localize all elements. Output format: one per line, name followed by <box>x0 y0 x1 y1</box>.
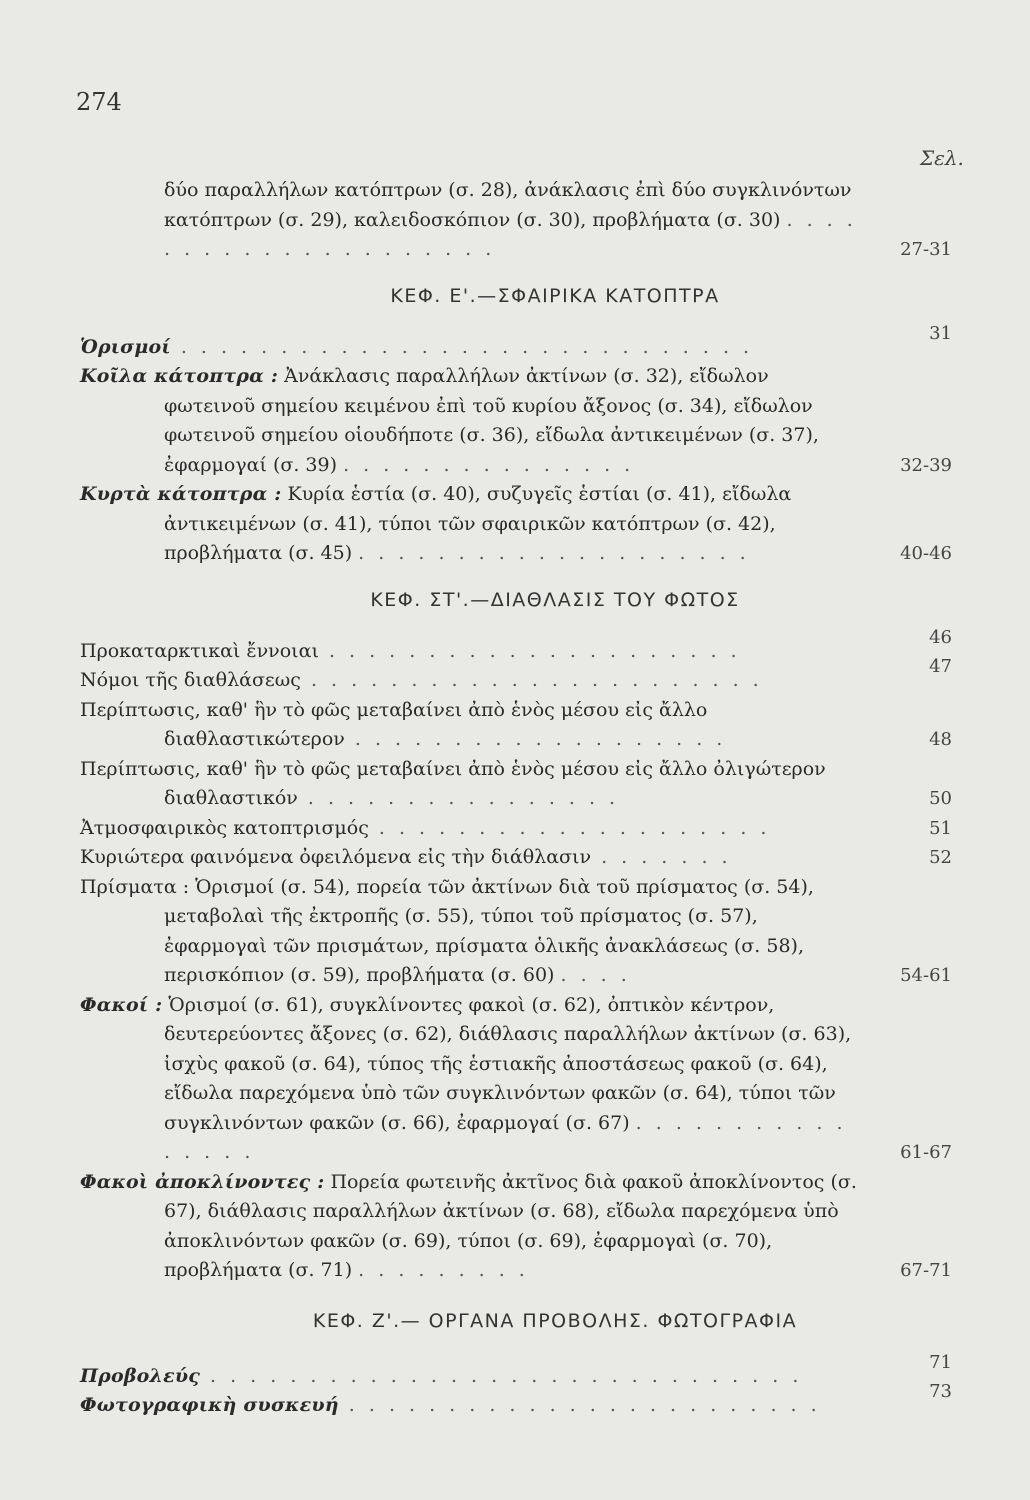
entry-head: Ἀτμοσφαιρικὸς κατοπτρισμός <box>80 816 369 839</box>
entry-text: Πορεία φωτεινῆς ἀκτῖνος διὰ φακοῦ ἀποκλίνοντος (σ. 67), διάθλασις παραλλήλων ἀκτίνων (σ. 68), εἴδωλα παρεχόμενα ὑπὸ ἀποκλινόντων φακῶν (σ. 69), τύποι (σ. 69), ἐφαρμογαὶ (σ. 70), προβλήματα (σ. 71) <box>164 1170 857 1281</box>
page-number: 274 <box>76 88 122 116</box>
toc-entry: Κυρτὰ κάτοπτρα : Κυρία ἑστία (σ. 40), συζυγεῖς ἑστίαι (σ. 41), εἴδωλα ἀντικειμένων (σ. 41), τύποι τῶν σφαιρικῶν κατόπτρων (σ. 42), προβλήματα (σ. 45) . . . . . . . . . . . . . . . . . . . . 40-46 <box>80 480 970 569</box>
toc-entry: Προβολεύς . . . . . . . . . . . . . . . . . . . . . . . . . . . . . . 71 <box>80 1362 970 1392</box>
toc-entry: Κυριώτερα φαινόμενα ὀφειλόμενα εἰς τὴν διάθλασιν . . . . . . . 52 <box>80 843 970 873</box>
entry-head: Πρίσματα : <box>80 875 190 898</box>
entry-text: Κυρία ἑστία (σ. 40), συζυγεῖς ἑστίαι (σ. 41), εἴδωλα ἀντικειμένων (σ. 41), τύποι τῶν σφαιρικῶν κατόπτρων (σ. 42), προβλήματα (σ. 45) <box>164 483 792 564</box>
entry-page: 50 <box>929 788 952 809</box>
entry-page: 71 <box>929 1351 952 1373</box>
table-of-contents <box>80 176 970 1421</box>
toc-entry: Περίπτωσις, καθ' ἣν τὸ φῶς μεταβαίνει ἀπὸ ἑνὸς μέσου εἰς ἄλλο ὀλιγώτερον διαθλαστικόν . . . . . . . . . . . . . . . . 50 <box>80 755 970 814</box>
entry-head: Κοῖλα κάτοπτρα : <box>80 365 279 387</box>
toc-entry: Κοῖλα κάτοπτρα : Ἀνάκλασις παραλλήλων ἀκτίνων (σ. 32), εἴδωλον φωτεινοῦ σημείου κειμένου ἐπὶ τοῦ κυρίου ἄξονος (σ. 34), εἴδωλον φωτεινοῦ σημείου οἱουδήποτε (σ. 36), εἴδωλα ἀντικειμένων (σ. 37), ἐφαρμογαί (σ. 39) . . . . . . . . . . . . . . . 32-39 <box>80 362 970 480</box>
entry-head: Φακοί : <box>80 993 163 1016</box>
toc-entry: Φακοί : Ὁρισμοί (σ. 61), συγκλίνοντες φακοὶ (σ. 62), ὀπτικὸν κέντρον, δευτερεύοντες ἄξονες (σ. 62), διάθλασις παραλλήλων ἀκτίνων (σ. 63), ἰσχὺς φακοῦ (σ. 64), τύπος τῆς ἑστιακῆς ἀποστάσεως φακοῦ (σ. 64), εἴδωλα παρεχόμενα ὑπὸ τῶν συγκλινόντων φακῶν (σ. 64), τύποι τῶν συγκλινόντων φακῶν (σ. 66), ἐφαρμογαί (σ. 67) . . . . . . . . . . . . . . . . 61-67 <box>80 991 970 1168</box>
entry-page: 48 <box>929 729 952 750</box>
entry-head: Κυριώτερα φαινόμενα ὀφειλόμενα εἰς τὴν διάθλασιν <box>80 846 592 868</box>
chapter-heading: ΚΕΦ. Ζ'.— ΟΡΓΑΝΑ ΠΡΟΒΟΛΗΣ. ΦΩΤΟΓΡΑΦΙΑ <box>312 1309 798 1332</box>
toc-entry: Πρίσματα : Ὁρισμοί (σ. 54), πορεία τῶν ἀκτίνων διὰ τοῦ πρίσματος (σ. 54), μεταβολαὶ τῆς ἐκτροπῆς (σ. 55), τύποι τοῦ πρίσματος (σ. 57), ἐφαρμογαὶ τῶν πρισμάτων, πρίσματα ὁλικῆς ἀνακλάσεως (σ. 58), περισκόπιον (σ. 59), προβλήματα (σ. 60) . . . . 54-61 <box>80 873 970 991</box>
entry-page: 67-71 <box>900 1260 952 1281</box>
entry-text: Ὁρισμοί (σ. 61), συγκλίνοντες φακοὶ (σ. 62), ὀπτικὸν κέντρον, δευτερεύοντες ἄξονες (σ. 62), διάθλασις παραλλήλων ἀκτίνων (σ. 63), ἰσχὺς φακοῦ (σ. 64), τύπος τῆς ἑστιακῆς ἀποστάσεως φακοῦ (σ. 64), εἴδωλα παρεχόμενα ὑπὸ τῶν συγκλινόντων φακῶν (σ. 64), τύποι τῶν συγκλινόντων φακῶν (σ. 66), ἐφαρμογαί (σ. 67) <box>164 993 852 1134</box>
entry-head: Κυρτὰ κάτοπτρα : <box>80 483 282 505</box>
page-column-header: Σελ. <box>920 146 964 170</box>
entry-page: 61-67 <box>900 1142 952 1163</box>
entry-page: 46 <box>929 626 952 648</box>
toc-entry: Προκαταρκτικαὶ ἔννοιαι . . . . . . . . . . . . . . . . . . . . . 46 <box>80 637 970 667</box>
entry-page: 54-61 <box>900 965 952 986</box>
entry-head: Προβολεύς <box>80 1364 200 1387</box>
entry-page: 27-31 <box>900 239 952 260</box>
entry-text: Ὁρισμοί (σ. 54), πορεία τῶν ἀκτίνων διὰ τοῦ πρίσματος (σ. 54), μεταβολαὶ τῆς ἐκτροπῆς (σ. 55), τύποι τοῦ πρίσματος (σ. 57), ἐφαρμογαὶ τῶν πρισμάτων, πρίσματα ὁλικῆς ἀνακλάσεως (σ. 58), περισκόπιον (σ. 59), προβλήματα (σ. 60) <box>164 875 814 986</box>
toc-entry: Ἀτμοσφαιρικὸς κατοπτρισμός . . . . . . . . . . . . . . . . . . . . 51 <box>80 814 970 844</box>
chapter-heading: ΚΕΦ. ΣΤ'.—ΔΙΑΘΛΑΣΙΣ ΤΟΥ ΦΩΤΟΣ <box>370 588 740 611</box>
toc-entry: Περίπτωσις, καθ' ἣν τὸ φῶς μεταβαίνει ἀπὸ ἑνὸς μέσου εἰς ἄλλο διαθλαστικώτερον . . . . . . . . . . . . . . . . . . . 48 <box>80 696 970 755</box>
entry-page: 52 <box>929 847 952 868</box>
toc-entry: δύο παραλλήλων κατόπτρων (σ. 28), ἀνάκλασις ἐπὶ δύο συγκλινόντων κατόπτρων (σ. 29), καλειδοσκόπιον (σ. 30), προβλήματα (σ. 30) . . . . . . . . . . . . . . . . . . . . . 27-31 <box>80 176 970 265</box>
entry-page: 32-39 <box>900 454 952 476</box>
toc-entry: Ὁρισμοί . . . . . . . . . . . . . . . . . . . . . . . . . . . . . 31 <box>80 333 970 363</box>
entry-head: Φακοὶ ἀποκλίνοντες : <box>80 1170 325 1193</box>
toc-entry: Φακοὶ ἀποκλίνοντες : Πορεία φωτεινῆς ἀκτῖνος διὰ φακοῦ ἀποκλίνοντος (σ. 67), διάθλασις παραλλήλων ἀκτίνων (σ. 68), εἴδωλα παρεχόμενα ὑπὸ ἀποκλινόντων φακῶν (σ. 69), τύποι (σ. 69), ἐφαρμογαὶ (σ. 70), προβλήματα (σ. 71) . . . . . . . . . 67-71 <box>80 1168 970 1286</box>
chapter-heading: ΚΕΦ. Ε'.—ΣΦΑΙΡΙΚΑ ΚΑΤΟΠΤΡΑ <box>390 284 720 307</box>
entry-page: 40-46 <box>900 543 952 564</box>
entry-head: Ὁρισμοί <box>80 335 171 358</box>
entry-text: δύο παραλλήλων κατόπτρων (σ. 28), ἀνάκλασις ἐπὶ δύο συγκλινόντων κατόπτρων (σ. 29), καλειδοσκόπιον (σ. 30), προβλήματα (σ. 30) <box>164 179 852 231</box>
entry-page: 73 <box>929 1381 952 1402</box>
entry-page: 51 <box>929 817 952 839</box>
entry-text: Ἀνάκλασις παραλλήλων ἀκτίνων (σ. 32), εἴδωλον φωτεινοῦ σημείου κειμένου ἐπὶ τοῦ κυρίου ἄξονος (σ. 34), εἴδωλον φωτεινοῦ σημείου οἱουδήποτε (σ. 36), εἴδωλα ἀντικειμένων (σ. 37), ἐφαρμογαί (σ. 39) <box>164 365 819 476</box>
entry-head: Προκαταρκτικαὶ ἔννοιαι <box>80 639 319 662</box>
toc-entry: Φωτογραφικὴ συσκευή . . . . . . . . . . . . . . . . . . . . . . . . 73 <box>80 1391 970 1421</box>
entry-head: Περίπτωσις, καθ' ἣν τὸ φῶς μεταβαίνει ἀπὸ ἑνὸς μέσου εἰς ἄλλο διαθλαστικώτερον <box>80 698 708 750</box>
entry-head: Περίπτωσις, καθ' ἣν τὸ φῶς μεταβαίνει ἀπὸ ἑνὸς μέσου εἰς ἄλλο ὀλιγώτερον διαθλαστικόν <box>80 757 826 809</box>
entry-page: 31 <box>929 322 952 344</box>
entry-page: 47 <box>929 656 952 677</box>
toc-entry: Νόμοι τῆς διαθλάσεως . . . . . . . . . . . . . . . . . . . . . . . 47 <box>80 666 970 696</box>
entry-head: Νόμοι τῆς διαθλάσεως <box>80 669 301 691</box>
entry-head: Φωτογραφικὴ συσκευή <box>80 1394 339 1416</box>
